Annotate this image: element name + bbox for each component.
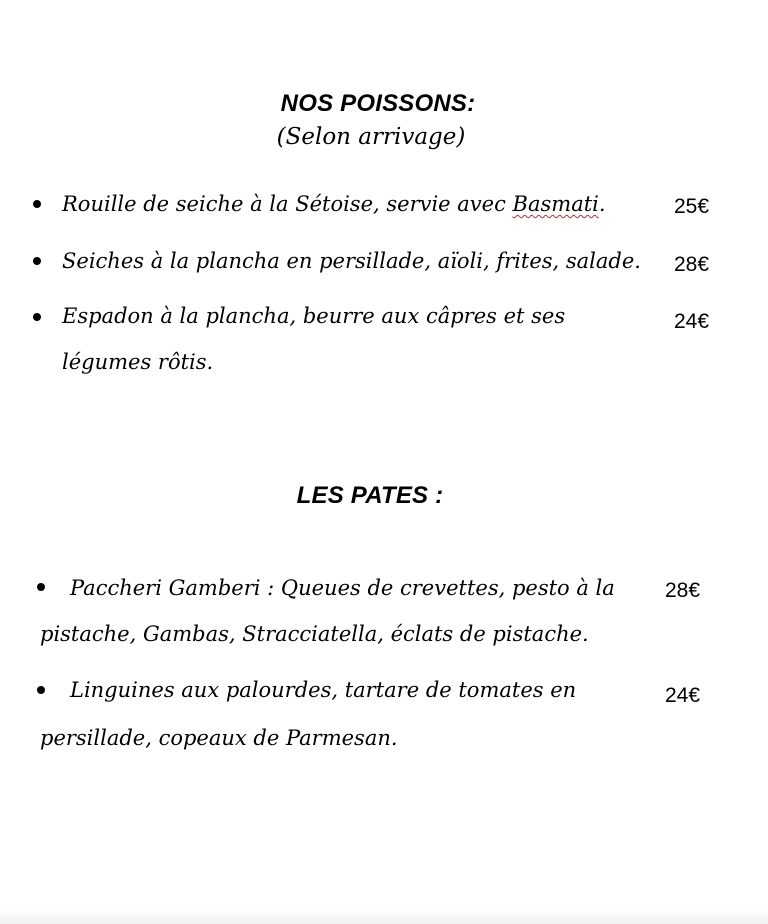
menu-item-rouille-end: . (598, 192, 606, 216)
menu-item-paccheri-line1: Paccheri Gamberi : Queues de crevettes, pesto à la (70, 576, 615, 600)
bullet-icon (33, 200, 41, 208)
menu-item-linguines-line2: persillade, copeaux de Parmesan. (40, 726, 398, 750)
menu-item-rouille-basmati: Basmati (512, 192, 599, 216)
menu-item-paccheri-line2: pistache, Gambas, Stracciatella, éclats de pistache. (40, 622, 589, 646)
menu-item-linguines-line1: Linguines aux palourdes, tartare de tomates en (70, 678, 577, 702)
section-title-poissons: NOS POISSONS: (280, 90, 476, 117)
price-paccheri: 28€ (665, 579, 701, 602)
bullet-icon (37, 583, 45, 591)
section-subtitle-arrivage: (Selon arrivage) (276, 124, 466, 150)
page-bottom-edge (0, 910, 768, 924)
bullet-icon (33, 257, 41, 265)
section-title-pates: LES PATES : (296, 482, 444, 509)
menu-item-espadon-line2: légumes rôtis. (62, 350, 214, 374)
price-rouille: 25€ (674, 195, 710, 218)
menu-item-rouille-text: Rouille de seiche à la Sétoise, servie avec (62, 192, 513, 216)
price-espadon: 24€ (674, 310, 710, 333)
price-linguines: 24€ (665, 684, 701, 707)
bullet-icon (37, 686, 45, 694)
price-seiches: 28€ (674, 253, 710, 276)
menu-item-rouille (62, 192, 606, 216)
bullet-icon (33, 313, 41, 321)
menu-item-seiches: Seiches à la plancha en persillade, aïoli, frites, salade. (62, 249, 641, 273)
menu-item-espadon-line1: Espadon à la plancha, beurre aux câpres et ses (62, 304, 566, 328)
